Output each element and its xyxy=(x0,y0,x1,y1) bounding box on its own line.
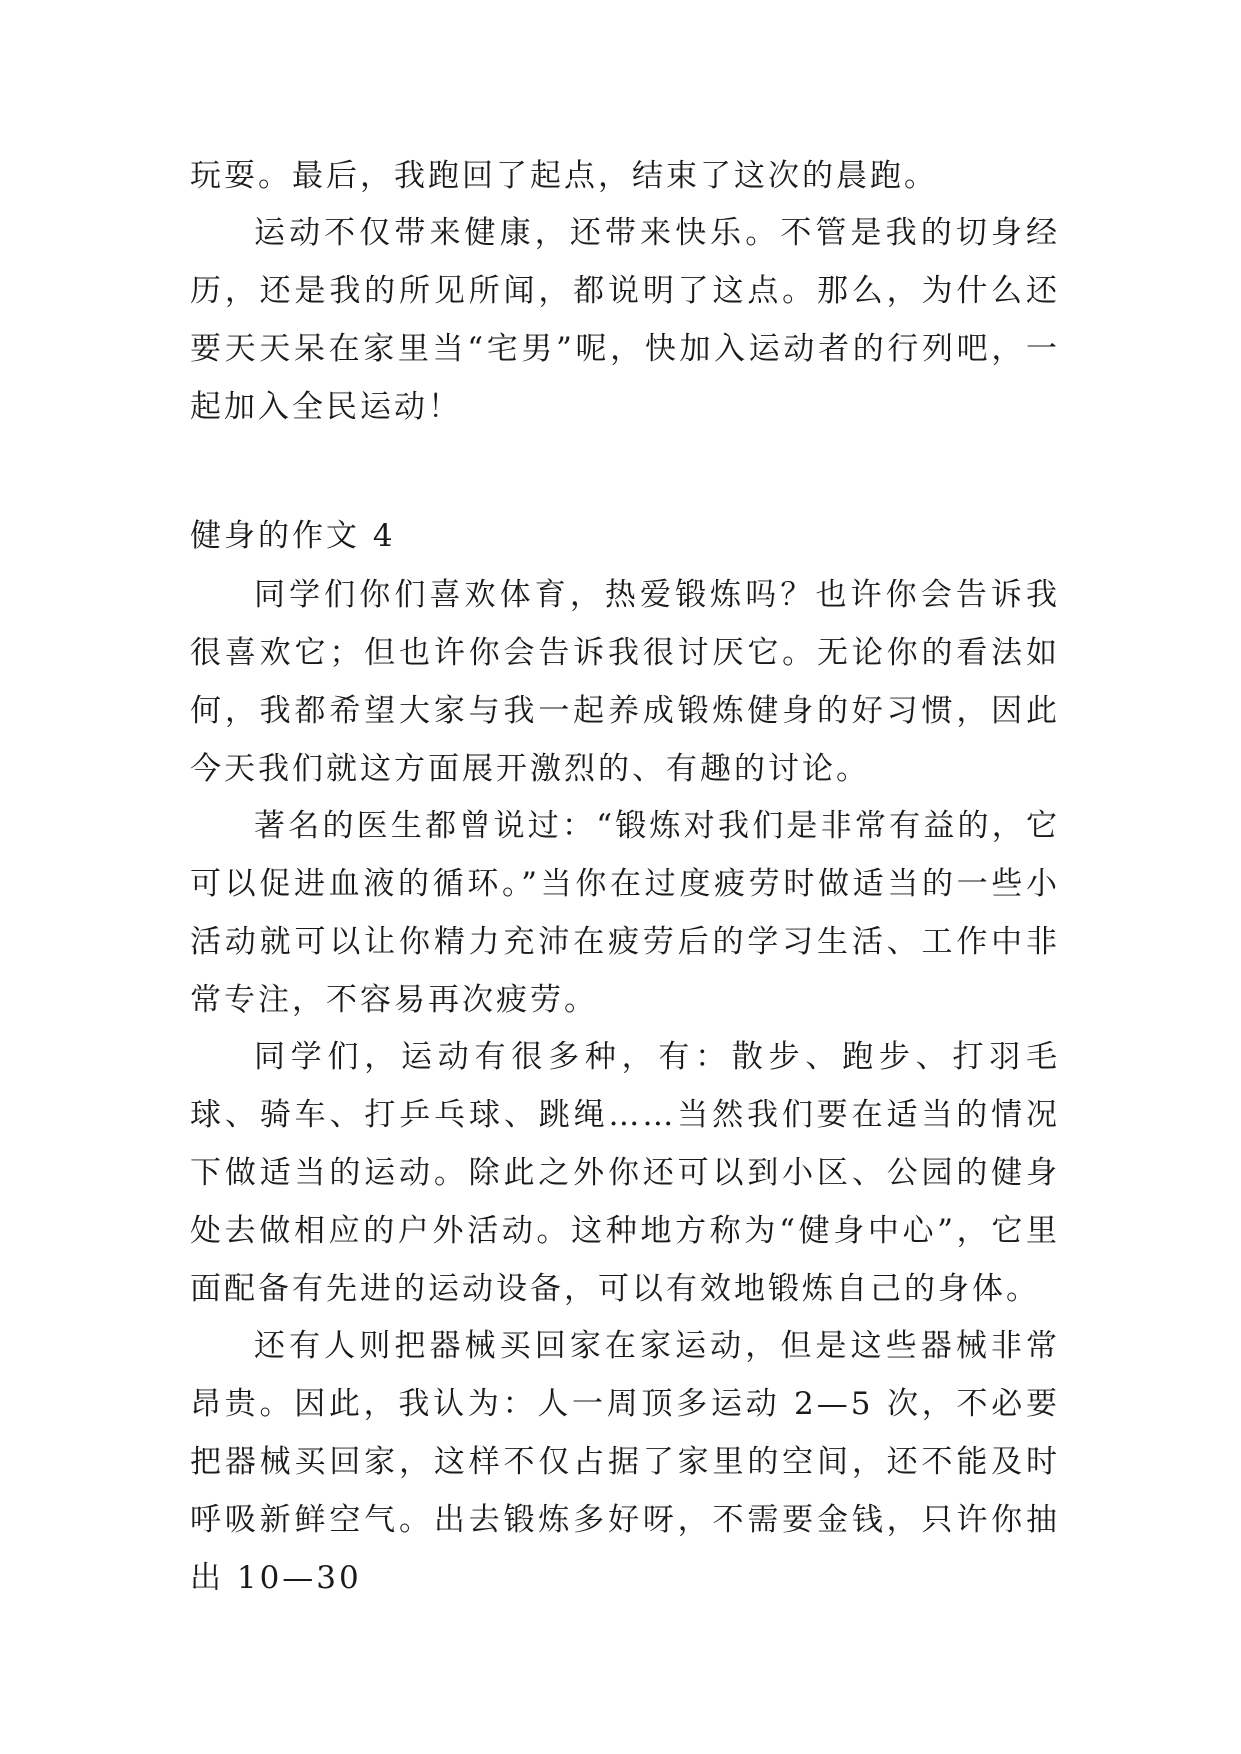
paragraph-equipment: 还有人则把器械买回家在家运动，但是这些器械非常昂贵。因此，我认为：人一周顶多运动 2—5 次，不必要把器械买回家，这样不仅占据了家里的空间，还不能及时呼吸新鲜空气。出去锻炼多好呀，不需要金钱，只许你抽出 10—30 xyxy=(190,1328,1060,1596)
paragraph-conclusion: 运动不仅带来健康，还带来快乐。不管是我的切身经历，还是我的所见所闻，都说明了这点。那么，为什么还要天天呆在家里当“宅男”呢，快加入运动者的行列吧，一起加入全民运动！ xyxy=(190,215,1060,425)
paragraph-continuation: 玩耍。最后，我跑回了起点，结束了这次的晨跑。 xyxy=(190,158,938,194)
paragraph-doctor-quote: 著名的医生都曾说过：“锻炼对我们是非常有益的，它可以促进血液的循环。”当你在过度疲劳时做适当的一些小活动就可以让你精力充沛在疲劳后的学习生活、工作中非常专注，不容易再次疲劳。 xyxy=(190,808,1060,1018)
paragraph-sport-types: 同学们，运动有很多种，有：散步、跑步、打羽毛球、骑车、打乒乓球、跳绳……当然我们要在适当的情况下做适当的运动。除此之外你还可以到小区、公园的健身处去做相应的户外活动。这种地方称为“健身中心”，它里面配备有先进的运动设备，可以有效地锻炼自己的身体。 xyxy=(190,1039,1060,1307)
paragraph-intro: 同学们你们喜欢体育，热爱锻炼吗？也许你会告诉我很喜欢它；但也许你会告诉我很讨厌它。无论你的看法如何，我都希望大家与我一起养成锻炼健身的好习惯，因此今天我们就这方面展开激烈的、有趣的讨论。 xyxy=(190,577,1060,787)
section-title: 健身的作文 4 xyxy=(190,518,396,554)
